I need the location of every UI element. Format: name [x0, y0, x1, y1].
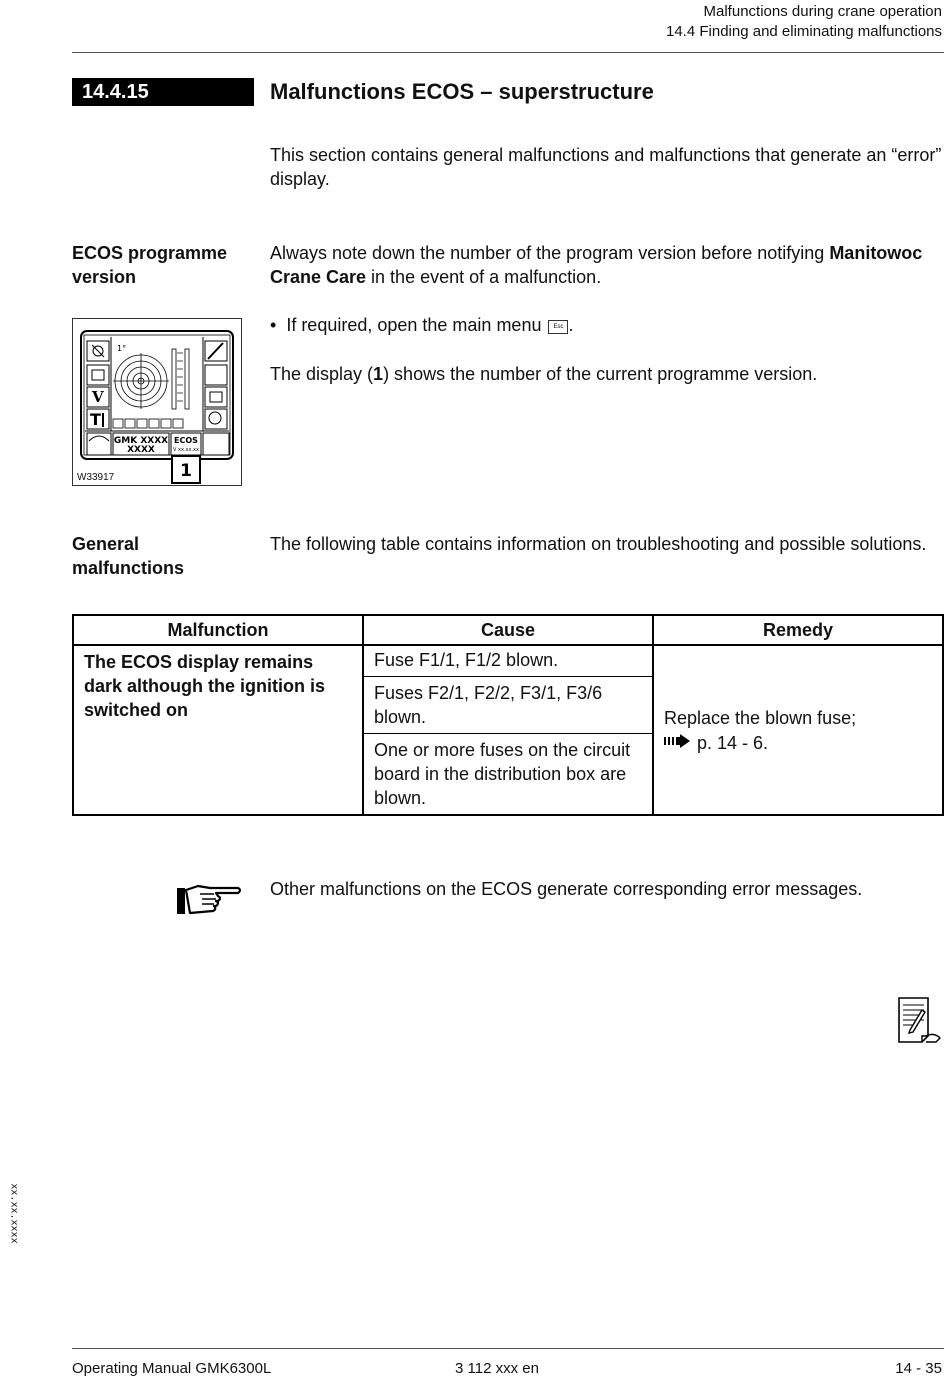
table-row — [73, 645, 943, 815]
page-reference-arrow-icon — [664, 730, 692, 754]
remedy-line: Replace the blown fuse; — [664, 707, 857, 728]
cause-item: Fuse F1/1, F1/2 blown. — [374, 650, 559, 670]
bullet-item: • If required, open the main menu Esc . — [270, 315, 574, 335]
programme-text-bold: Manitowoc Crane Care — [270, 243, 923, 287]
ecos-version: V xx.xx.xx — [173, 447, 199, 453]
header-section: 14.4 Finding and eliminating malfunctions — [666, 23, 942, 40]
remedy-reference — [664, 730, 932, 755]
side-label-general — [72, 532, 262, 580]
section-title: Malfunctions ECOS – superstructure — [270, 79, 654, 104]
side-label-line: General — [72, 534, 140, 554]
cause-item: One or more fuses on the circuit board in the distribution box are blown. — [374, 740, 631, 808]
programme-text-a: Always note down the number of the program version before notifying — [270, 243, 830, 263]
malfunction-table — [72, 614, 944, 816]
angle-label: 1° — [117, 344, 127, 353]
gmk-line-2: XXXX — [127, 445, 155, 455]
display-text-b: ) shows the number of the current programme version. — [383, 364, 818, 384]
footer-page-number: 14 - 35 — [895, 1360, 942, 1377]
side-label-line: version — [72, 267, 137, 287]
footer-rule — [72, 1348, 944, 1349]
section-intro: This section contains general malfunctions and malfunctions that generate an “error” display. — [270, 145, 942, 189]
programme-text-b: in the event of a malfunction. — [366, 267, 602, 287]
pointing-hand-icon — [176, 880, 244, 923]
display-note — [270, 362, 942, 386]
programme-note — [270, 241, 942, 289]
remedy-cell — [653, 645, 943, 815]
esc-key-label: Esc — [553, 324, 564, 330]
cause-divider — [364, 676, 652, 677]
esc-key-icon — [548, 320, 568, 334]
cause-cell — [363, 645, 653, 815]
header-rule — [72, 52, 944, 53]
col-header-remedy: Remedy — [653, 615, 943, 645]
cause-divider — [364, 733, 652, 734]
display-text-num: 1 — [373, 364, 384, 384]
side-label-programme — [72, 241, 262, 289]
bullet-dot: • — [270, 315, 287, 335]
ecos-display-figure — [72, 318, 242, 486]
section-number: 14.4.15 — [72, 78, 254, 106]
figure-code: W33917 — [77, 472, 115, 483]
cause-item: Fuses F2/1, F2/2, F3/1, F3/6 blown. — [374, 683, 603, 727]
side-label-line: ECOS programme — [72, 243, 228, 263]
malfunction-cell: The ECOS display remains dark although the ignition is switched on — [73, 645, 363, 815]
general-intro: The following table contains information on troubleshooting and possible solutions. — [270, 534, 927, 554]
header-chapter: Malfunctions during crane operation — [703, 3, 942, 20]
table-header-row — [73, 615, 943, 645]
figure-callout: 1 — [180, 461, 192, 481]
display-text-a: The display ( — [270, 364, 374, 384]
footer-doc-number: 3 112 xxx en — [455, 1360, 539, 1377]
col-header-cause: Cause — [363, 615, 653, 645]
v-label: V — [92, 388, 104, 406]
note-text: Other malfunctions on the ECOS generate corresponding error messages. — [270, 879, 863, 899]
page-reference-text: p. 14 - 6. — [697, 732, 769, 753]
running-header — [666, 2, 942, 42]
footer-manual: Operating Manual GMK6300L — [72, 1360, 272, 1377]
ecos-screen-graphic — [73, 319, 241, 485]
notes-icon — [896, 996, 942, 1051]
svg-text:T: T — [90, 410, 101, 429]
col-header-malfunction: Malfunction — [73, 615, 363, 645]
gmk-line-1: GMK XXXX — [113, 436, 169, 446]
side-code: xx.xx.xxxx — [8, 1183, 20, 1244]
bullet-text: If required, open the main menu — [286, 315, 542, 335]
ecos-label: ECOS — [174, 436, 198, 445]
side-label-line: malfunctions — [72, 558, 185, 578]
